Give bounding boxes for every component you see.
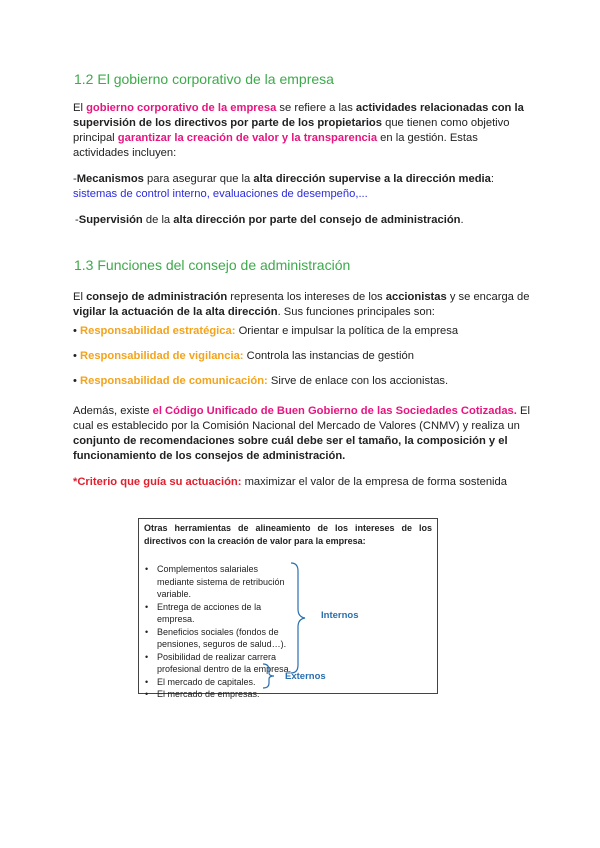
internos-brace-icon <box>289 561 319 675</box>
list-item: • Beneficios sociales (fondos de pensiones, seguros de salud…). <box>145 626 287 649</box>
list-item: • Entrega de acciones de la empresa. <box>145 601 262 624</box>
herramientas-box <box>138 518 438 699</box>
highlight-creacion-valor: garantizar la creación de valor y la transparencia <box>117 132 378 144</box>
highlight-gobierno-corporativo: gobierno corporativo de la empresa <box>86 102 277 114</box>
criterio-label: *Criterio que guía su actuación: <box>73 476 242 488</box>
list-item: • Complementos salariales mediante sistema de retribución variable. <box>145 564 285 599</box>
paragraph-consejo: El consejo de administración representa los intereses de los accionistas y se encarga de vigilar la actuación de la alta dirección. Sus funciones principales son: <box>73 291 530 318</box>
paragraph-supervision: -Supervisión de la alta dirección por parte del consejo de administración. <box>75 214 464 226</box>
mecanismos-examples: sistemas de control interno, evaluaciones de desempeño,... <box>73 188 368 200</box>
paragraph-mecanismos: -Mecanismos para asegurar que la alta dirección supervise a la dirección media: sistemas de control interno, evaluaciones de desempeño,... <box>73 173 494 200</box>
box-title: Otras herramientas de alineamiento de los intereses de los directivos con la creación de valor para la empresa: <box>144 523 432 546</box>
paragraph-criterio: *Criterio que guía su actuación: maximizar el valor de la empresa de forma sostenida <box>73 476 507 488</box>
externos-brace-icon <box>261 656 283 692</box>
highlight-codigo-unificado: el Código Unificado de Buen Gobierno de las Sociedades Cotizadas. <box>152 405 517 417</box>
section-heading-1-2: 1.2 El gobierno corporativo de la empresa <box>74 71 334 87</box>
externos-label: Externos <box>285 671 326 682</box>
paragraph-codigo-unificado: Además, existe el Código Unificado de Buen Gobierno de las Sociedades Cotizadas. El cual es establecido por la Comisión Nacional del Mercado de Valores (CNMV) y realiza un conjunto de recomendaciones sobre cuál debe ser el tamaño, la composición y el funcionamiento de los consejos de administración. <box>73 405 530 462</box>
function-item-vigilancia: • Responsabilidad de vigilancia: Controla las instancias de gestión <box>73 350 414 362</box>
list-item: • Posibilidad de realizar carrera profesional dentro de la empresa. <box>145 651 292 674</box>
list-item: • El mercado de empresas. <box>145 689 260 699</box>
section-heading-1-3: 1.3 Funciones del consejo de administración <box>74 257 351 273</box>
list-item: • El mercado de capitales. <box>145 676 256 687</box>
paragraph-gobierno-corporativo: El gobierno corporativo de la empresa se refiere a las actividades relacionadas con la supervisión de los directivos por parte de los propietarios que tienen como objetivo principal garantizar la creación de valor y la transparencia en la gestión. Estas actividades incluyen: <box>73 102 524 159</box>
function-item-estrategica: • Responsabilidad estratégica: Orientar e impulsar la política de la empresa <box>73 325 459 337</box>
function-item-comunicacion: • Responsabilidad de comunicación: Sirve de enlace con los accionistas. <box>73 375 449 387</box>
internos-label: Internos <box>321 610 359 621</box>
